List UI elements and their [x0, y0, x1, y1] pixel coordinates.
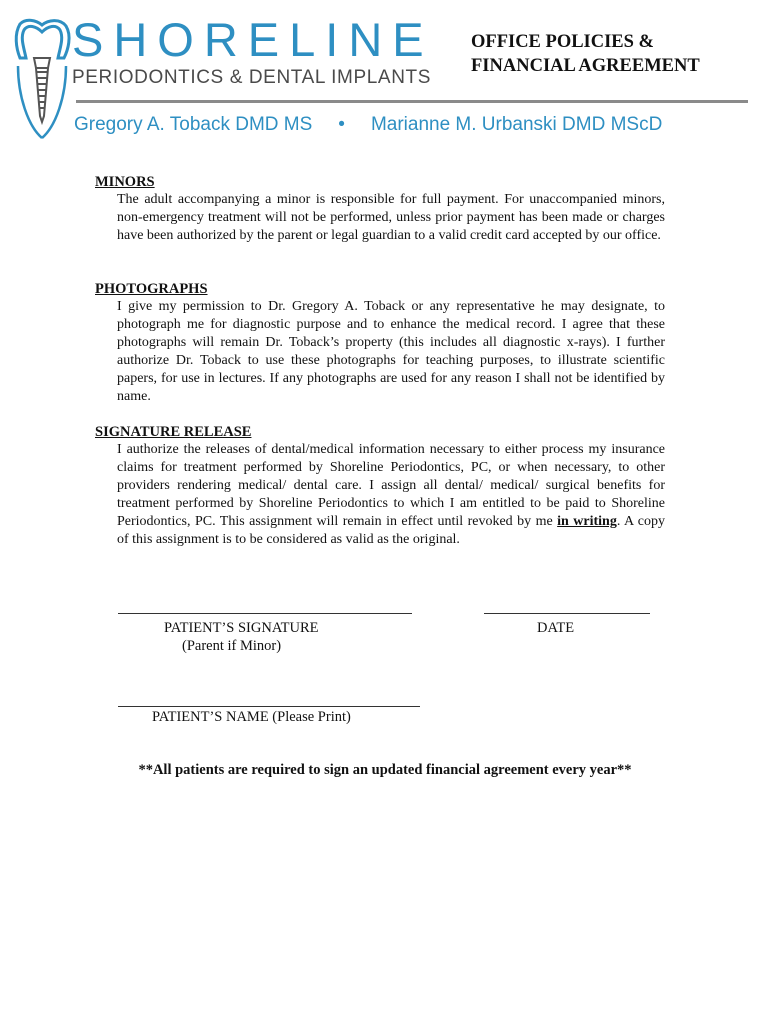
section-body: The adult accompanying a minor is responsible for full payment. For unaccompanied minors, non-emergency treatment will not be performed, unless prior payment has been made or charges have been authorized by the parent or legal guardian to a valid credit card accepted by our office. [117, 192, 665, 243]
body-text: . A copy of this assignment is to be considered as valid as the original. [117, 514, 666, 547]
patient-signature-label: PATIENT’S SIGNATURE [164, 620, 319, 636]
doctors-line [74, 112, 754, 138]
bullet-separator: • [338, 114, 345, 135]
doctor-name: Marianne M. Urbanski DMD MScD [370, 114, 663, 135]
annual-agreement-note: **All patients are required to sign an updated financial agreement every year** [138, 762, 632, 778]
patient-signature-line[interactable] [118, 613, 412, 614]
section-photographs [95, 280, 665, 406]
document-title [471, 30, 700, 78]
document-title-line-1: OFFICE POLICIES & [471, 32, 654, 52]
practice-subtitle: PERIODONTICS & DENTAL IMPLANTS [72, 67, 431, 88]
section-title: PHOTOGRAPHS [95, 281, 208, 297]
section-title: SIGNATURE RELEASE [95, 424, 252, 440]
practice-name: SHORELINE [72, 13, 434, 66]
emphasis-text: in writing [557, 514, 617, 529]
tooth-implant-icon [12, 16, 72, 142]
letterhead [0, 0, 770, 150]
date-line[interactable] [484, 613, 650, 614]
body-text: I authorize the releases of dental/medical information necessary to either process my insurance claims for treatment performed by Shoreline Periodontics, PC, or when necessary, to other providers rendering medical/ dental care. I assign all dental/ medical/ surgical benefits for treatment performed by Shoreline Periodontics to which I am entitled to be paid to Shoreline Periodontics, PC. This assignment will remain in effect until revoked by me [117, 442, 665, 529]
section-signature-release [95, 423, 665, 549]
header-divider [76, 100, 748, 103]
section-minors [95, 173, 665, 245]
patient-name-label: PATIENT’S NAME (Please Print) [152, 709, 351, 725]
patient-signature-sublabel: (Parent if Minor) [182, 638, 282, 654]
section-body [117, 441, 665, 549]
document-title-line-2: FINANCIAL AGREEMENT [471, 56, 700, 76]
date-label: DATE [537, 620, 575, 636]
section-body: I give my permission to Dr. Gregory A. Toback or any representative he may designate, to photograph me for diagnostic purpose and to enhance the medical record. I agree that these photographs will remain Dr. Toback’s property (this includes all diagnostic x-rays). I further authorize Dr. Toback to use these photographs for teaching purposes, to illustrate scientific papers, for use in lectures. If any photographs are used for any reason I shall not be identified by name. [117, 299, 665, 404]
doctor-name: Gregory A. Toback DMD MS [74, 114, 313, 135]
section-title: MINORS [95, 174, 155, 190]
patient-name-line[interactable] [118, 706, 420, 707]
